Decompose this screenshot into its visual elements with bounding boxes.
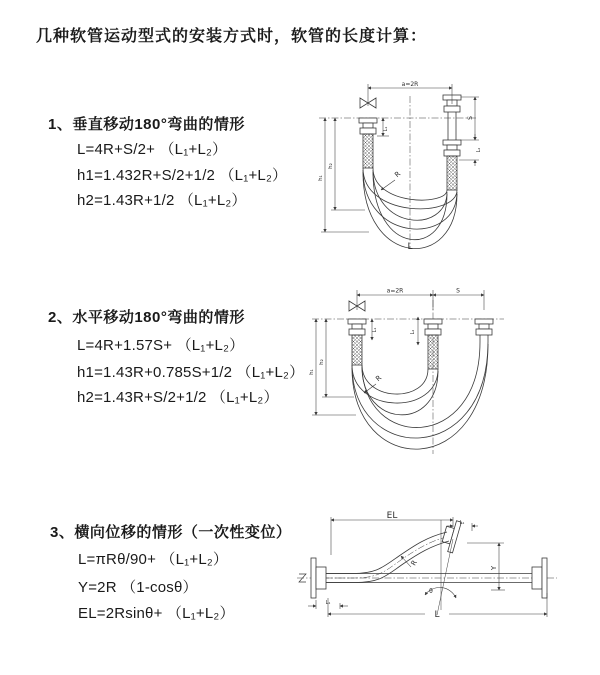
dim-label-a2r: a=2R — [386, 287, 404, 295]
dimension-lines — [312, 287, 484, 415]
pipe-flanges — [311, 519, 547, 598]
hose-walls — [326, 532, 532, 583]
diagram-vertical-180-bend — [313, 76, 595, 254]
dim-label-a2r: a=2R — [401, 81, 419, 88]
section-1-heading: 1、垂直移动180°弯曲的情形 — [48, 116, 245, 133]
section-2-heading: 2、水平移动180°弯曲的情形 — [48, 309, 245, 326]
dim-label-el: EL — [386, 511, 398, 521]
center-lines — [297, 537, 557, 579]
section-3-formula-EL: EL=2Rsinθ+ （L₁+L₂） — [78, 605, 235, 622]
radius-label: R — [409, 558, 419, 568]
dim-label-l1: L₁ — [372, 327, 378, 333]
dim-label-l2: L₂ — [476, 147, 482, 153]
dim-label-s: S — [467, 116, 474, 120]
radius-label: R — [374, 373, 384, 384]
hose-curves — [352, 342, 488, 449]
hose-fittings — [348, 319, 493, 369]
section-1-formula-h1: h1=1.432R+S/2+1/2 （L₁+L₂） — [77, 167, 288, 184]
dim-label-l1-top: L₁ — [459, 520, 465, 526]
dim-label-h2: h₂ — [319, 359, 325, 365]
section-1-formula-L: L=4R+S/2+ （L₁+L₂） — [77, 141, 228, 158]
section-1-formula-h2: h2=1.43R+1/2 （L₁+L₂） — [77, 192, 247, 209]
diagram-horizontal-180-bend — [308, 282, 600, 458]
radius-label: R — [393, 169, 403, 180]
dim-label-l1-bottom: L₁ — [325, 600, 331, 606]
dim-label-l1: L₁ — [383, 126, 389, 132]
angle-theta-label: θ — [429, 588, 433, 595]
dim-label-h1: h₁ — [309, 369, 315, 375]
section-2-formula-h2: h2=1.43R+S/2+1/2 （L₁+L₂） — [77, 389, 279, 406]
length-label: L — [407, 242, 413, 252]
section-3-heading: 3、横向位移的情形（一次性变位） — [50, 524, 292, 541]
diagram-lateral-displacement — [295, 503, 600, 648]
section-2-formula-h1: h1=1.43R+0.785S+1/2 （L₁+L₂） — [77, 364, 305, 381]
dim-label-h2: h₂ — [328, 163, 334, 169]
dim-label-s: S — [456, 287, 460, 295]
dim-label-h1: h₁ — [318, 175, 324, 181]
dim-label-y: Y — [490, 565, 498, 571]
section-3-formula-L: L=πRθ/90+ （L₁+L₂） — [78, 551, 229, 568]
section-3-formula-Y: Y=2R （1-cosθ） — [78, 579, 198, 596]
length-label: L — [434, 610, 440, 620]
page-title: 几种软管运动型式的安装方式时，软管的长度计算： — [36, 28, 428, 45]
dim-label-l2: L₂ — [410, 329, 416, 335]
dimension-lines — [308, 517, 547, 617]
section-2-formula-L: L=4R+1.57S+ （L₁+L₂） — [77, 337, 245, 354]
